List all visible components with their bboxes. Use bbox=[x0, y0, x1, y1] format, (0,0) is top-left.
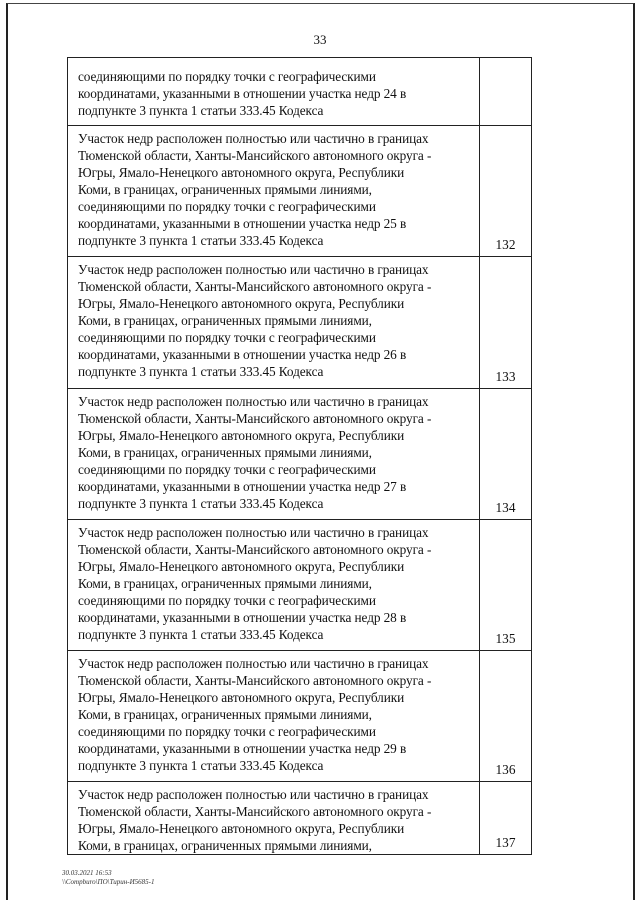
table-row bbox=[68, 651, 532, 782]
table-row bbox=[68, 782, 532, 855]
description-line: Тюменской области, Ханты-Мансийского автономного округа - bbox=[78, 804, 432, 819]
description-cell bbox=[68, 126, 480, 257]
footer-timestamp: 30.03.2021 16:53 bbox=[62, 869, 112, 877]
description-line: Коми, в границах, ограниченных прямыми линиями, bbox=[78, 838, 372, 853]
description-line: подпункте 3 пункта 1 статьи 333.45 Кодекса bbox=[78, 496, 324, 511]
description-cell bbox=[68, 257, 480, 389]
description-line: Тюменской области, Ханты-Мансийского автономного округа - bbox=[78, 279, 432, 294]
description-line: Коми, в границах, ограниченных прямыми линиями, bbox=[78, 707, 372, 722]
table-row bbox=[68, 257, 532, 389]
description-line: координатами, указанными в отношении участка недр 29 в bbox=[78, 741, 407, 756]
description-cell bbox=[68, 389, 480, 520]
description-line: Югры, Ямало-Ненецкого автономного округа, Республики bbox=[78, 165, 405, 180]
description-cell bbox=[68, 782, 480, 855]
document-table bbox=[67, 57, 532, 855]
row-number-cell: 134 bbox=[480, 389, 532, 520]
table-row bbox=[68, 126, 532, 257]
description-line: Югры, Ямало-Ненецкого автономного округа, Республики bbox=[78, 559, 405, 574]
description-line: Участок недр расположен полностью или частично в границах bbox=[78, 262, 429, 277]
description-cell bbox=[68, 651, 480, 782]
row-number-cell: 133 bbox=[480, 257, 532, 389]
description-line: Югры, Ямало-Ненецкого автономного округа, Республики bbox=[78, 821, 405, 836]
description-cell bbox=[68, 58, 480, 126]
description-line: координатами, указанными в отношении участка недр 26 в bbox=[78, 347, 407, 362]
footer-stamp bbox=[62, 869, 155, 887]
table-row bbox=[68, 58, 532, 126]
description-line: Коми, в границах, ограниченных прямыми линиями, bbox=[78, 313, 372, 328]
description-line: Тюменской области, Ханты-Мансийского автономного округа - bbox=[78, 148, 432, 163]
description-line: Тюменской области, Ханты-Мансийского автономного округа - bbox=[78, 542, 432, 557]
description-line: подпункте 3 пункта 1 статьи 333.45 Кодекса bbox=[78, 103, 324, 118]
description-line: соединяющими по порядку точки с географическими bbox=[78, 69, 376, 84]
description-line: координатами, указанными в отношении участка недр 27 в bbox=[78, 479, 407, 494]
description-line: Югры, Ямало-Ненецкого автономного округа, Республики bbox=[78, 428, 405, 443]
description-line: Участок недр расположен полностью или частично в границах bbox=[78, 394, 429, 409]
description-line: Участок недр расположен полностью или частично в границах bbox=[78, 525, 429, 540]
description-line: координатами, указанными в отношении участка недр 25 в bbox=[78, 216, 407, 231]
description-line: соединяющими по порядку точки с географическими bbox=[78, 330, 376, 345]
description-line: Участок недр расположен полностью или частично в границах bbox=[78, 787, 429, 802]
table-row bbox=[68, 520, 532, 651]
row-number-cell: 135 bbox=[480, 520, 532, 651]
description-line: Участок недр расположен полностью или частично в границах bbox=[78, 656, 429, 671]
description-line: подпункте 3 пункта 1 статьи 333.45 Кодекса bbox=[78, 364, 324, 379]
description-line: подпункте 3 пункта 1 статьи 333.45 Кодекса bbox=[78, 233, 324, 248]
description-line: координатами, указанными в отношении участка недр 24 в bbox=[78, 86, 407, 101]
description-line: Тюменской области, Ханты-Мансийского автономного округа - bbox=[78, 411, 432, 426]
description-line: соединяющими по порядку точки с географическими bbox=[78, 593, 376, 608]
row-number-cell bbox=[480, 58, 532, 126]
description-line: Коми, в границах, ограниченных прямыми линиями, bbox=[78, 576, 372, 591]
row-number-cell: 137 bbox=[480, 782, 532, 855]
description-line: Коми, в границах, ограниченных прямыми линиями, bbox=[78, 445, 372, 460]
description-line: Югры, Ямало-Ненецкого автономного округа, Республики bbox=[78, 296, 405, 311]
footer-file-path: \\Compburo\ПО\Тирин-И5685-1 bbox=[62, 878, 155, 886]
description-line: соединяющими по порядку точки с географическими bbox=[78, 199, 376, 214]
description-line: координатами, указанными в отношении участка недр 28 в bbox=[78, 610, 407, 625]
description-line: подпункте 3 пункта 1 статьи 333.45 Кодекса bbox=[78, 627, 324, 642]
description-line: соединяющими по порядку точки с географическими bbox=[78, 462, 376, 477]
row-number-cell: 136 bbox=[480, 651, 532, 782]
description-cell bbox=[68, 520, 480, 651]
description-line: соединяющими по порядку точки с географическими bbox=[78, 724, 376, 739]
description-line: Тюменской области, Ханты-Мансийского автономного округа - bbox=[78, 673, 432, 688]
table-row bbox=[68, 389, 532, 520]
description-line: Югры, Ямало-Ненецкого автономного округа, Республики bbox=[78, 690, 405, 705]
description-line: Участок недр расположен полностью или частично в границах bbox=[78, 131, 429, 146]
description-line: Коми, в границах, ограниченных прямыми линиями, bbox=[78, 182, 372, 197]
description-line: подпункте 3 пункта 1 статьи 333.45 Кодекса bbox=[78, 758, 324, 773]
page-number: 33 bbox=[313, 32, 327, 47]
row-number-cell: 132 bbox=[480, 126, 532, 257]
